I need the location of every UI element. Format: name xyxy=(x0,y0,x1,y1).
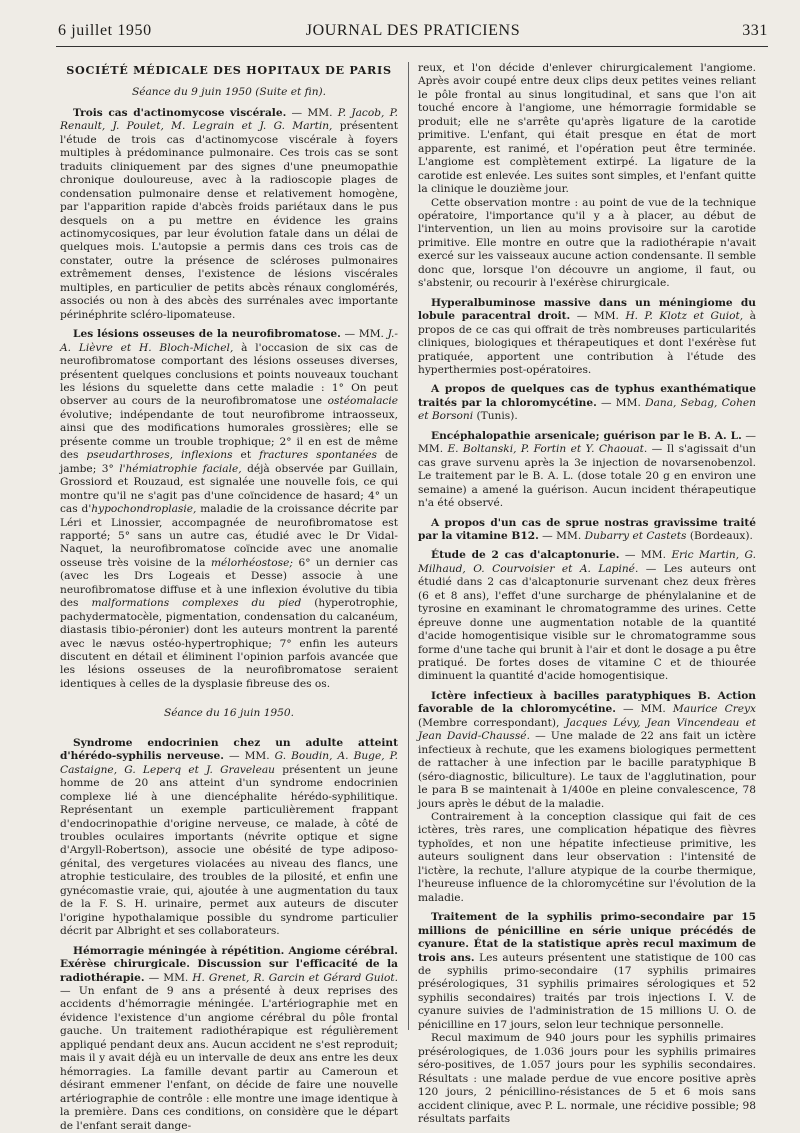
article-authors: H. Grenet, R. Garcin et Gérard Guiot. xyxy=(192,971,398,984)
article-text: Les auteurs présentent une statistique de 100 cas de syphilis primo-secondaire (17 syphilis primaires présérologiques, 31 syphilis primaires sérologiques et 52 syphilis secondaires) traités par trois injections I. V. de cyanure suivies de l'administration de 15 millions U. O. de pénicilline en 17 jours, selon leur technique personnelle. xyxy=(418,951,756,1031)
header-rule xyxy=(56,46,768,47)
article-text: Une malade de 22 ans fait un ictère infectieux à rechute, que les examens biologiques permettent de rattacher à une infection par le bacille paratyphique B (séro-diagnostic, biliculture). Le taux de l'agglutination, pour le para B se maintenait à 1/400e en pleine convalescence, 78 jours après le début de la maladie. xyxy=(418,730,756,810)
article-text: présentent un jeune homme de 20 ans atteint d'un syndrome endocrinien complexe lié à une diencéphalite hérédo-syphilitique. Représentant un exemple particulièrement frappant d'endocrinopathie d'origine nerveuse, ce malade, à côté de troubles oculaires importants (névrite optique et signe d'Argyll-Robertson), associe une obésité de type adiposo-génital, des vergetures violacées au niveau des flancs, une atrophie testiculaire, des troubles de la pilosité, et enfin une gynécomastie vraie, qui, ajoutée à une augmentation du taux de la F. S. H. urinaire, permet aux auteurs de discuter l'origine hypothalamique possible du syndrome particulier décrit par Albright et ses collaborateurs. xyxy=(60,763,398,938)
article-text: évolutive; indépendante de tout neurofibrome intraosseux, ainsi que des modifications humorales grossières; elle se présente comme un trouble trophique; 2° il en est de même des xyxy=(60,408,398,462)
article-title: Traitement de la syphilis primo-secondaire par 15 millions de pénicilline en série unique précédés de cyanure. État de la statistique après recul maximum de trois ans. xyxy=(418,911,756,964)
article-title: Syndrome endocrinien chez un adulte atteint d'hérédo-syphilis nerveuse. xyxy=(60,736,398,763)
journal-title: JOURNAL DES PRATICIENS xyxy=(305,22,521,39)
article-authors: E. Boltanski, P. Fortin et Y. Chaouat. xyxy=(447,443,648,456)
session-date: Séance du 9 juin 1950 (Suite et fin). xyxy=(131,86,327,99)
article-text: déjà observée par Guillain, Grossiord et Rouzaud, est signalée une nouvelle fois, ce qui montre qu'il ne s'agit pas d'une coïncidence de hasard; 4° un cas d' xyxy=(60,462,398,516)
article-text: (Tunis). xyxy=(476,410,518,423)
article-title: A propos de quelques cas de typhus exanthématique traités par la chloromycétine. xyxy=(418,383,756,409)
page-number: 331 xyxy=(742,22,768,39)
issue-date: 6 juillet 1950 xyxy=(58,22,152,39)
article-title: Étude de 2 cas d'alcaptonurie. xyxy=(431,549,620,562)
mm-label: MM. xyxy=(418,443,444,456)
mm-label: MM. xyxy=(163,971,189,984)
article-term: l'hémiatrophie faciale, xyxy=(119,462,242,475)
left-column xyxy=(60,62,399,1132)
article-text: 6° un dernier cas (avec les Drs Logeais et Desse) associe à une neurofibromatose diffuse et à une inflexion évolutive du tibia des xyxy=(60,556,398,610)
article-title: Trois cas d'actinomycose viscérale. xyxy=(73,106,287,119)
article-title: A propos d'un cas de sprue nostras gravissime traité par la vitamine B12. xyxy=(418,516,756,542)
article-alcaptonurie: Étude de 2 cas d'alcaptonurie. — MM. Eric Martin, G. Milhaud, O. Courvoisier et A. Lapiné. — Les auteurs ont étudié dans 2 cas d'alcaptonurie survenant chez deux frères (6 et 8 ans), l'effet d'une surcharge de phénylalanine et de tyrosine en examinant le chromatogramme des urines. Cette épreuve donne une augmentation notable de la quantité d'acide homogentisique visible sur le chromatogramme sous forme d'une tache qui brunit à l'air et dont le dosage a pu être pratiqué. De fortes doses de vitamine C et de thiourée diminuent la quantité d'acide homogentisique. xyxy=(418,549,756,683)
column-separator xyxy=(408,62,409,1030)
society-heading: SOCIÉTÉ MÉDICALE DES HOPITAUX DE PARIS xyxy=(66,63,392,77)
article-neurofibromatose: Les lésions osseuses de la neurofibromatose. — MM. J.-A. Lièvre et H. Bloch-Michel, à l'occasion de six cas de neurofibromatose comportant des lésions osseuses diverses, présentent quelques conclusions et points nouveaux touchant les lésions du squelette dans cette maladie : 1° On peut observer au cours de la neurofibromatose une ostéomalacie évolutive; indépendante de tout neurofibrome intraosseux, ainsi que des modifications humorales grossières; elle se présente comme un trouble trophique; 2° il en est de même des pseudarthroses, inflexions et fractures spontanées de jambe; 3° l'hémiatrophie faciale, déjà observée par Guillain, Grossiord et Rouzaud, est signalée une nouvelle fois, ce qui montre qu'il ne s'agit pas d'une coïncidence de hasard; 4° un cas d'hypochondroplasie, maladie de la croissance décrite par Léri et Linossier, accompagnée de neurofibromatose est rapporté; 5° sans un autre cas, étudié avec le Dr Vidal-Naquet, la neurofibromatose coïncide avec une anomalie osseuse très voisine de la mélorhéostose; 6° un dernier cas (avec les Drs Logeais et Desse) associe à une neurofibromatose diffuse et à une inflexion évolutive du tibia des malformations complexes du pied (hyperotrophie, pachydermatocèle, pigmentation, condensation du calcanéum, diastasis tibio-péronier) dont les auteurs montrent la parenté avec le nævus ostéo-hypertrophique; 7° enfin les auteurs discutent en détail et éliminent l'opinion parfois avancée que les lésions osseuses de la neurofibromatose seraient identiques à celles de la dysplasie fibreuse des os. xyxy=(60,328,399,690)
article-term: fractures spontanées xyxy=(259,449,377,462)
article-syphilis xyxy=(418,911,756,1032)
article-actinomycose: Trois cas d'actinomycose viscérale. — MM. P. Jacob, P. Renault, J. Poulet, M. Legrain et J. G. Martin, présentent l'étude de trois cas d'actinomycose viscérale à foyers multiples à prédominance pulmonaire. Ces trois cas se sont traduits cliniquement par des signes d'une pneumopathie chronique douloureuse, avec à la radioscopie plages de condensation pulmonaire dense et relativement homogène, par l'apparition rapide d'abcès froids pariétaux dans le pus desquels on a pu mettre en évidence les grains actinomycosiques, par leur évolution fatale dans un délai de quelques mois. L'autopsie a permis dans ces trois cas de constater, outre la présence de scléroses pulmonaires extrêmement denses, l'existence de lésions viscérales multiples, en particulier de petits abcès rénaux conglomérés, associés ou non à des abcès des surrénales avec importante périnéphrite scléro-lipomateuse. xyxy=(60,106,399,321)
article-term: hypochondroplasie, xyxy=(91,503,197,516)
article-text: à propos de ce cas qui offrait de très nombreuses particularités cliniques, biologiques et thérapeutiques et dont l'exérèse fut pratiquée, apportent une contribution à l'étude des hyperthermies post-opératoires. xyxy=(418,310,756,376)
article-syphilis-contd: Recul maximum de 940 jours pour les syphilis primaires présérologiques, de 1.036 jours pour les syphilis primaires séro-positives, de 1.057 jours pour les syphilis secondaires. Résultats : une malade perdue de vue encore positive après 120 jours, 2 pénicillino-résistances de 5 et 6 mois sans accident clinique, avec P. L. normale, une récidive possible; 98 résultats parfaits xyxy=(418,1032,756,1125)
article-title: Hyperalbuminose massive dans un méningiome du lobule paracentral droit. xyxy=(418,296,756,323)
right-column xyxy=(418,62,757,1125)
article-hyperalbuminose: Hyperalbuminose massive dans un méningiome du lobule paracentral droit. — MM. H. P. Klotz et Guiot, à propos de ce cas qui offrait de très nombreuses particularités cliniques, biologiques et thérapeutiques et dont l'exérèse fut pratiquée, apportent une contribution à l'étude des hyperthermies post-opératoires. xyxy=(418,296,756,376)
article-authors: H. P. Klotz et Guiot, xyxy=(625,310,744,323)
mm-label: MM. xyxy=(307,106,333,119)
article-title: Ictère infectieux à bacilles paratyphiques B. Action favorable de la chloromycétine. xyxy=(418,689,756,716)
article-text: (Membre correspondant), xyxy=(418,716,560,729)
article-hemorragie-meningee: Hémorragie méningée à répétition. Angiome cérébral. Exérèse chirurgicale. Discussion sur l'efficacité de la radiothérapie. — MM. H. Grenet, R. Garcin et Gérard Guiot. — Un enfant de 9 ans a présenté à deux reprises des accidents d'hémorragie méningée. L'artériographie met en évidence l'existence d'un angiome cérébral du pôle frontal gauche. Un traitement radiothérapique est régulièrement appliqué pendant deux ans. Aucun accident ne s'est reproduit; mais il y avait déjà eu un intervalle de deux ans entre les deux hémorragies. La famille devant partir au Cameroun et désirant emmener l'enfant, on décide de faire une nouvelle artériographie de contrôle : elle montre une image identique à la première. Dans ces conditions, on considère que le départ de l'enfant serait dange- xyxy=(60,944,398,1132)
mm-label: MM. xyxy=(615,396,641,409)
article-title: Hémorragie méningée à répétition. Angiome cérébral. Exérèse chirurgicale. Discussion sur l'efficacité de la radiothérapie. xyxy=(60,944,398,984)
article-typhus: A propos de quelques cas de typhus exanthématique traités par la chloromycétine. — MM. Dana, Sebag, Cohen et Borsoni (Tunis). xyxy=(418,383,756,423)
article-title: Encéphalopathie arsenicale; guérison par le B. A. L. xyxy=(431,429,742,442)
mm-label: MM. xyxy=(556,529,582,542)
mm-label: MM. xyxy=(640,703,666,716)
article-continuation: reux, et l'on décide d'enlever chirurgicalement l'angiome. Après avoir coupé entre deux clips deux petites veines reliant le pôle frontal au sinus longitudinal, et sans que l'on ait touché encore à l'angiome, une hémorragie formidable se produit; elle ne s'arrête qu'après ligature de la carotide primitive. L'enfant, qui était presque en état de mort apparente, est ranimé, et l'opération peut être terminée. L'angiome est complètement extirpé. La ligature de la carotide est enlevée. Les suites sont simples, et l'enfant quitte la clinique le douzième jour. xyxy=(418,62,756,196)
article-authors: Maurice Creyx xyxy=(672,703,756,716)
article-term: malformations complexes du pied xyxy=(91,597,302,610)
article-term: ostéomalacie xyxy=(327,395,398,408)
article-text: présentent l'étude de trois cas d'actinomycose viscérale à foyers multiples à prédominance pulmonaire. Ces trois cas se sont traduits cliniquement par des signes d'une pneumopathie chronique douloureuse, avec à la radioscopie plages de condensation pulmonaire dense et relativement homogène, par l'apparition rapide d'abcès froids pariétaux dans le pus desquels on a pu mettre en évidence les grains actinomycosiques, par leur évolution fatale dans un délai de quelques mois. L'autopsie a permis dans ces trois cas de constater, outre la présence de scléroses pulmonaires extrêmement denses, l'existence de lésions viscérales multiples, en particulier de petits abcès rénaux conglomérés, associés ou non à des abcès des surrénales avec importante périnéphrite scléro-lipomateuse. xyxy=(60,120,398,321)
mm-label: MM. xyxy=(358,328,384,341)
article-text: maladie de la croissance décrite par Léri et Linossier, accompagnée de neurofibromatose est rapporté; 5° sans un autre cas, étudié avec le Dr Vidal-Naquet, la neurofibromatose coïncide avec une anomalie osseuse très voisine de la xyxy=(60,503,399,569)
article-text: (Bordeaux). xyxy=(689,529,753,542)
article-ictere-contd: Contrairement à la conception classique qui fait de ces ictères, très rares, une complication hépatique des fièvres typhoïdes, et non une hépatite infectieuse primitive, les auteurs soulignent dans leur observation : l'intensité de l'ictère, la rechute, l'allure atypique de la courbe thermique, l'heureuse influence de la chloromycétine sur l'évolution de la maladie. xyxy=(418,811,756,904)
session-date: Séance du 16 juin 1950. xyxy=(163,707,295,720)
article-encephalopathie: Encéphalopathie arsenicale; guérison par le B. A. L. — MM. E. Boltanski, P. Fortin et Y. Chaouat. — Il s'agissait d'un cas grave survenu après la 3e injection de novarsenobenzol. Le traitement par le B. A. L. (dose totale 20 g en environ une semaine) a amené la guérison. Aucun incident thérapeutique n'a été observé. xyxy=(418,429,757,510)
article-term: pseudarthroses, inflexions xyxy=(86,449,233,462)
article-authors: Eric Martin, G. Milhaud, O. Courvoisier et A. Lapiné. xyxy=(418,549,756,575)
article-sprue: A propos d'un cas de sprue nostras gravissime traité par la vitamine B12. — MM. Dubarry et Castets (Bordeaux). xyxy=(418,516,756,542)
article-authors: P. Jacob, P. Renault, J. Poulet, M. Legrain et J. G. Martin, xyxy=(60,106,399,133)
mm-label: MM. xyxy=(593,310,619,323)
article-text: Les auteurs ont étudié dans 2 cas d'alcaptonurie survenant chez deux frères (6 et 8 ans), l'effet d'une surcharge de phénylalanine et de tyrosine en examinant le chromatogramme des urines. Cette épreuve donne une augmentation notable de la quantité d'acide homogentisique visible sur le chromatogramme sous forme d'une tache qui brunit à l'air et dont le dosage a pu être pratiqué. De fortes doses de vitamine C et de thiourée diminuent la quantité d'acide homogentisique. xyxy=(418,562,756,683)
article-syndrome-endocrinien: Syndrome endocrinien chez un adulte atteint d'hérédo-syphilis nerveuse. — MM. G. Boudin, A. Buge, P. Castaigne, G. Leperq et J. Graveleau présentent un jeune homme de 20 ans atteint d'un syndrome endocrinien complexe lié à une diencéphalite hérédo-syphilitique. Représentant un exemple particulièrement frappant d'endocrinopathie d'origine nerveuse, ce malade, à côté de troubles oculaires importants (névrite optique et signe d'Argyll-Robertson), associe une obésité de type adiposo-génital, des vergetures violacées au niveau des flancs, une atrophie testiculaire, des troubles de la pilosité, et enfin une gynécomastie vraie, qui, ajoutée à une augmentation du taux de la F. S. H. urinaire, permet aux auteurs de discuter l'origine hypothalamique possible du syndrome particulier décrit par Albright et ses collaborateurs. xyxy=(60,736,398,938)
article-authors: Dubarry et Castets xyxy=(584,529,687,542)
article-text: et xyxy=(240,449,252,462)
article-term: mélorhéostose; xyxy=(211,556,293,569)
article-text: Un enfant de 9 ans a présenté à deux reprises des accidents d'hémorragie méningée. L'artériographie met en évidence l'existence d'un angiome cérébral du pôle frontal gauche. Un traitement radiothérapique est régulièrement appliqué pendant deux ans. Aucun accident ne s'est reproduit; mais il y avait déjà eu un intervalle de deux ans entre les deux hémorragies. La famille devant partir au Cameroun et désirant emmener l'enfant, on décide de faire une nouvelle artériographie de contrôle : elle montre une image identique à la première. Dans ces conditions, on considère que le départ de l'enfant serait dange- xyxy=(60,985,398,1132)
mm-label: MM. xyxy=(640,549,666,562)
article-authors: G. Boudin, A. Buge, P. Castaigne, G. Leperq et J. Graveleau xyxy=(60,750,398,776)
mm-label: MM. xyxy=(244,750,270,763)
article-text: à l'occasion de six cas de neurofibromatose comportant des lésions osseuses diverses, présentent quelques conclusions et points nouveaux touchant les lésions du squelette dans cette maladie : 1° On peut observer au cours de la neurofibromatose une xyxy=(60,341,398,408)
article-continuation: Cette observation montre : au point de vue de la technique opératoire, l'importance qu'il y a à placer, au début de l'intervention, un lien au moins provisoire sur la carotide primitive. Elle montre en outre que la radiothérapie n'avait exercé sur les vaisseaux aucune action condensante. Il semble donc que, lorsque l'on découvre un angiome, il faut, ou s'abstenir, ou recourir à l'exérèse chirurgicale. xyxy=(418,196,756,290)
article-authors: Dana, Sebag, Cohen et Borsoni xyxy=(418,396,756,423)
article-title: Les lésions osseuses de la neurofibromatose. xyxy=(73,328,341,341)
running-header xyxy=(58,22,768,44)
article-text: Il s'agissait d'un cas grave survenu après la 3e injection de novarsenobenzol. Le traitement par le B. A. L. (dose totale 20 g en environ une semaine) a amené la guérison. Aucun incident thérapeutique n'a été observé. xyxy=(418,443,756,510)
article-authors: J.-A. Lièvre et H. Bloch-Michel, xyxy=(60,328,398,354)
article-text: (hyperotrophie, pachydermatocèle, pigmentation, condensation du calcanéum, diastasis tibio-péronier) dont les auteurs montrent la parenté avec le nævus ostéo-hypertrophique; 7° enfin les auteurs discutent en détail et éliminent l'opinion parfois avancée que les lésions osseuses de la neurofibromatose seraient identiques à celles de la dysplasie fibreuse des os. xyxy=(60,597,398,690)
article-ictere: Ictère infectieux à bacilles paratyphiques B. Action favorable de la chloromycétine. — MM. Maurice Creyx (Membre correspondant), Jacques Lévy, Jean Vincendeau et Jean David-Chaussé. — Une malade de 22 ans fait un ictère infectieux à rechute, que les examens biologiques permettent de rattacher à une infection par le bacille paratyphique B (séro-diagnostic, biliculture). Le taux de l'agglutination, pour le para B se maintenait à 1/400e en pleine convalescence, 78 jours après le début de la maladie. xyxy=(418,689,756,810)
article-text: de jambe; 3° xyxy=(60,449,399,475)
article-authors: Jacques Lévy, Jean Vincendeau et Jean David-Chaussé. xyxy=(418,716,756,743)
